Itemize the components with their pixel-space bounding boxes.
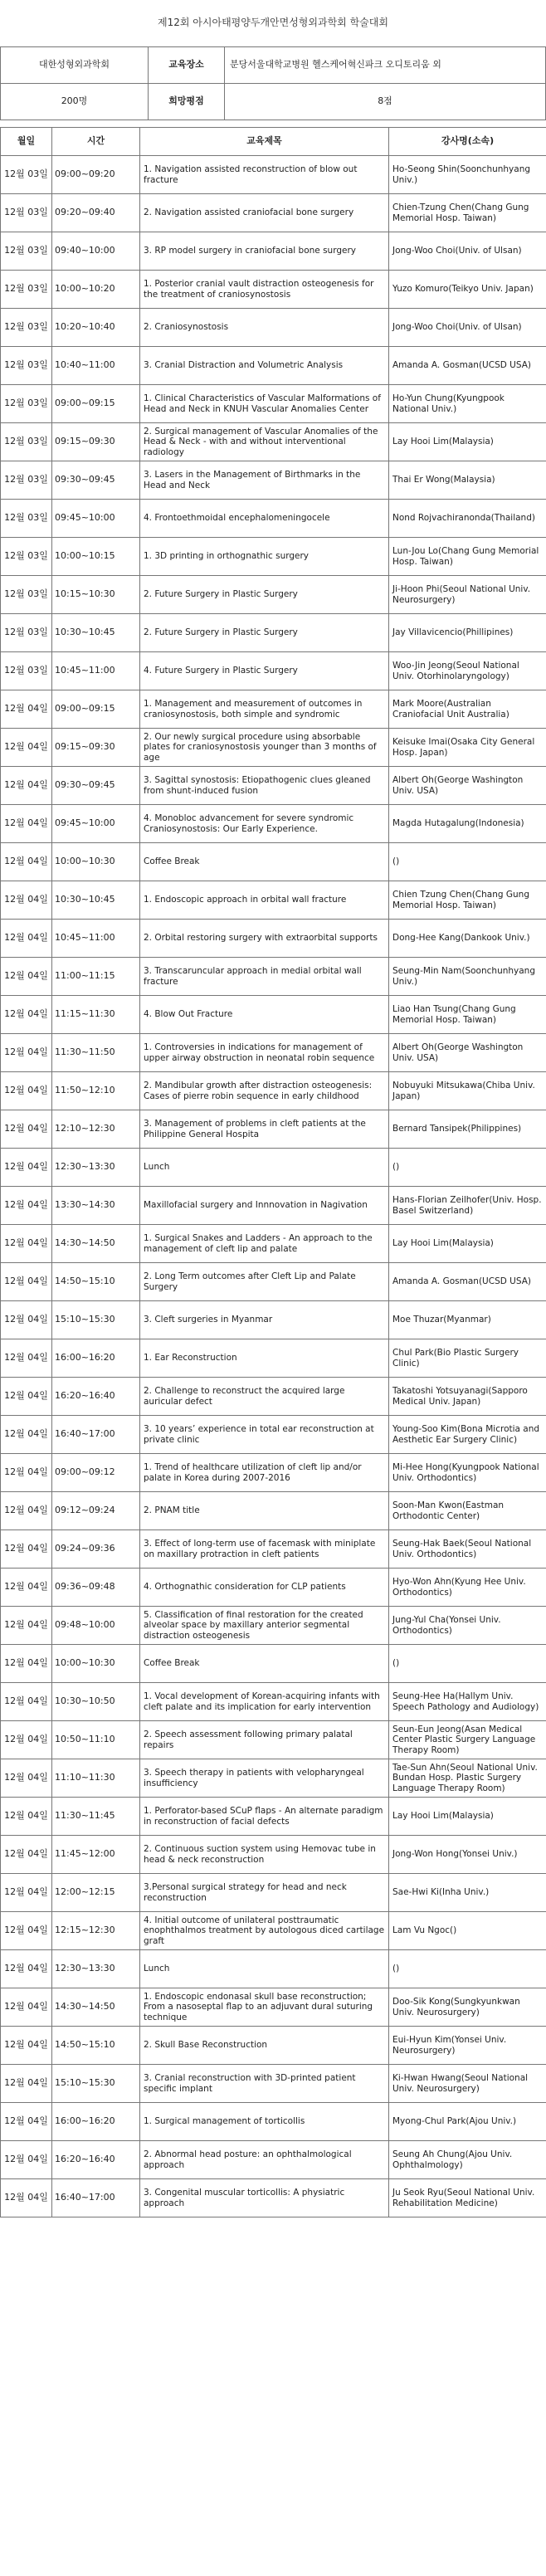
session-speaker: Nobuyuki Mitsukawa(Chiba Univ. Japan) [389,1072,546,1110]
session-speaker: Ju Seok Ryu(Seoul National Univ. Rehabilitation Medicine) [389,2179,546,2217]
session-speaker: () [389,1149,546,1187]
session-date: 12월 04일 [1,2065,52,2103]
session-date: 12월 04일 [1,1530,52,1569]
session-speaker: Lay Hooi Lim(Malaysia) [389,423,546,461]
session-topic: 1. Surgical management of torticollis [140,2103,389,2141]
session-time: 16:40~17:00 [52,1416,140,1454]
venue-label: 교육장소 [149,47,225,84]
table-row [1,843,546,881]
table-row [1,1759,546,1798]
session-time: 10:20~10:40 [52,309,140,347]
table-row [1,1492,546,1530]
session-speaker: Magda Hutagalung(Indonesia) [389,805,546,843]
session-date: 12월 04일 [1,1836,52,1874]
session-speaker: Jong-Woo Choi(Univ. of Ulsan) [389,232,546,271]
session-speaker: Jung-Yul Cha(Yonsei Univ. Orthodontics) [389,1607,546,1645]
session-time: 13:30~14:30 [52,1187,140,1225]
table-row [1,1110,546,1149]
table-row [1,1836,546,1874]
table-row [1,194,546,232]
session-time: 10:00~10:20 [52,271,140,309]
table-row [1,2141,546,2179]
session-time: 09:00~09:15 [52,385,140,423]
session-speaker: Jong-Woo Choi(Univ. of Ulsan) [389,309,546,347]
session-topic: 1. Vocal development of Korean-acquiring infants with cleft palate and its implication for early intervention [140,1683,389,1721]
session-topic: 2. Mandibular growth after distraction osteogenesis: Cases of pierre robin sequence in early childhood [140,1072,389,1110]
session-topic: 2. Long Term outcomes after Cleft Lip and Palate Surgery [140,1263,389,1301]
session-date: 12월 04일 [1,805,52,843]
session-time: 10:30~10:45 [52,614,140,652]
session-time: 14:50~15:10 [52,1263,140,1301]
session-date: 12월 03일 [1,461,52,500]
session-topic: 4. Initial outcome of unilateral posttraumatic enophthalmos treatment by autologous diced cartilage graft [140,1912,389,1950]
session-date: 12월 04일 [1,1187,52,1225]
session-date: 12월 03일 [1,500,52,538]
session-speaker: Liao Han Tsung(Chang Gung Memorial Hosp. Taiwan) [389,996,546,1034]
session-time: 11:50~12:10 [52,1072,140,1110]
session-speaker: Ho-Yun Chung(Kyungpook National Univ.) [389,385,546,423]
session-speaker: Mark Moore(Australian Craniofacial Unit Australia) [389,690,546,729]
session-date: 12월 04일 [1,1569,52,1607]
session-speaker: Jong-Won Hong(Yonsei Univ.) [389,1836,546,1874]
session-topic: 2. Navigation assisted craniofacial bone surgery [140,194,389,232]
session-topic: 3. Speech therapy in patients with velopharyngeal insufficiency [140,1759,389,1798]
session-time: 12:30~13:30 [52,1950,140,1988]
session-speaker: Lam Vu Ngoc() [389,1912,546,1950]
session-time: 16:20~16:40 [52,2141,140,2179]
session-speaker: Keisuke Imai(Osaka City General Hosp. Japan) [389,729,546,767]
session-topic: 2. Our newly surgical procedure using absorbable plates for craniosynostosis younger than 3 months of age [140,729,389,767]
session-time: 12:30~13:30 [52,1149,140,1187]
session-date: 12월 04일 [1,1874,52,1912]
table-row [1,1912,546,1950]
session-speaker: Moe Thuzar(Myanmar) [389,1301,546,1339]
session-speaker: Ki-Hwan Hwang(Seoul National Univ. Neurosurgery) [389,2065,546,2103]
table-row [1,996,546,1034]
credit-label: 희망평점 [149,84,225,120]
session-date: 12월 04일 [1,690,52,729]
session-speaker: Amanda A. Gosman(UCSD USA) [389,347,546,385]
header-topic: 교육제목 [140,128,389,156]
venue-value: 분당서울대학교병원 헬스케어혁신파크 오디토리움 외 [225,47,546,84]
session-speaker: Bernard Tansipek(Philippines) [389,1110,546,1149]
session-topic: 1. Perforator-based SCuP flaps - An alternate paradigm in reconstruction of facial defects [140,1798,389,1836]
table-row [1,1950,546,1988]
session-topic: 4. Frontoethmoidal encephalomeningocele [140,500,389,538]
session-speaker: Seung Ah Chung(Ajou Univ. Ophthalmology) [389,2141,546,2179]
table-row [1,1569,546,1607]
session-time: 09:12~09:24 [52,1492,140,1530]
session-time: 15:10~15:30 [52,2065,140,2103]
table-row [1,1721,546,1759]
session-date: 12월 03일 [1,271,52,309]
table-row [1,729,546,767]
session-speaker: Hyo-Won Ahn(Kyung Hee Univ. Orthodontics) [389,1569,546,1607]
table-row [1,652,546,690]
table-row [1,309,546,347]
schedule-header-row [1,128,546,156]
session-topic: 2. Continuous suction system using Hemovac tube in head & neck reconstruction [140,1836,389,1874]
session-time: 09:30~09:45 [52,767,140,805]
session-speaker: Mi-Hee Hong(Kyungpook National Univ. Orthodontics) [389,1454,546,1492]
session-topic: 3.Personal surgical strategy for head and neck reconstruction [140,1874,389,1912]
table-row [1,1149,546,1187]
session-topic: 1. Posterior cranial vault distraction osteogenesis for the treatment of craniosynostosis [140,271,389,309]
session-speaker: Lun-Jou Lo(Chang Gung Memorial Hosp. Taiwan) [389,538,546,576]
session-topic: 4. Blow Out Fracture [140,996,389,1034]
session-date: 12월 04일 [1,1072,52,1110]
session-date: 12월 04일 [1,1759,52,1798]
session-topic: Coffee Break [140,843,389,881]
session-time: 16:20~16:40 [52,1378,140,1416]
session-topic: 3. Transcaruncular approach in medial orbital wall fracture [140,958,389,996]
session-time: 12:15~12:30 [52,1912,140,1950]
session-date: 12월 03일 [1,309,52,347]
session-date: 12월 04일 [1,958,52,996]
table-row [1,1645,546,1683]
session-time: 10:00~10:30 [52,1645,140,1683]
table-row [1,576,546,614]
session-date: 12월 04일 [1,1416,52,1454]
session-topic: Lunch [140,1149,389,1187]
session-date: 12월 04일 [1,1149,52,1187]
session-topic: 3. RP model surgery in craniofacial bone surgery [140,232,389,271]
session-time: 11:45~12:00 [52,1836,140,1874]
session-topic: 4. Monobloc advancement for severe syndromic Craniosynostosis: Our Early Experience. [140,805,389,843]
session-topic: 3. Cranial reconstruction with 3D-printed patient specific implant [140,2065,389,2103]
session-time: 09:15~09:30 [52,423,140,461]
session-topic: 2. Abnormal head posture: an ophthalmological approach [140,2141,389,2179]
page-title: 제12회 아시아태평양두개안면성형외과학회 학술대회 [158,17,388,29]
table-row [1,958,546,996]
session-speaker: Yuzo Komuro(Teikyo Univ. Japan) [389,271,546,309]
session-speaker: Dong-Hee Kang(Dankook Univ.) [389,920,546,958]
session-time: 10:30~10:50 [52,1683,140,1721]
session-time: 10:40~11:00 [52,347,140,385]
session-speaker: Chien Tzung Chen(Chang Gung Memorial Hosp. Taiwan) [389,881,546,920]
session-time: 10:15~10:30 [52,576,140,614]
session-date: 12월 04일 [1,2027,52,2065]
session-topic: 1. Endoscopic endonasal skull base reconstruction; From a nasoseptal flap to an adjuvant dural suturing technique [140,1988,389,2027]
session-time: 09:45~10:00 [52,805,140,843]
session-topic: 3. Effect of long-term use of facemask with miniplate on maxillary protraction in cleft patients [140,1530,389,1569]
header-speaker: 강사명(소속) [389,128,546,156]
session-time: 15:10~15:30 [52,1301,140,1339]
table-row [1,1454,546,1492]
table-row [1,1339,546,1378]
session-time: 14:30~14:50 [52,1225,140,1263]
session-topic: 2. Future Surgery in Plastic Surgery [140,576,389,614]
session-topic: 4. Future Surgery in Plastic Surgery [140,652,389,690]
session-topic: 2. Orbital restoring surgery with extraorbital supports [140,920,389,958]
session-speaker: () [389,1950,546,1988]
session-speaker: Ji-Hoon Phi(Seoul National Univ. Neurosurgery) [389,576,546,614]
table-row [1,156,546,194]
session-speaker: Soon-Man Kwon(Eastman Orthodontic Center) [389,1492,546,1530]
session-speaker: Seung-Hee Ha(Hallym Univ. Speech Pathology and Audiology) [389,1683,546,1721]
session-time: 14:30~14:50 [52,1988,140,2027]
session-topic: 2. Surgical management of Vascular Anomalies of the Head & Neck - with and without interventional radiology [140,423,389,461]
session-topic: 1. Trend of healthcare utilization of cleft lip and/or palate in Korea during 2007-2016 [140,1454,389,1492]
session-speaker: Seung-Min Nam(Soonchunhyang Univ.) [389,958,546,996]
session-time: 10:30~10:45 [52,881,140,920]
session-topic: 2. Craniosynostosis [140,309,389,347]
session-date: 12월 03일 [1,538,52,576]
table-row [1,1072,546,1110]
organization-name: 대한성형외과학회 [1,47,149,84]
table-row [1,1301,546,1339]
session-time: 10:00~10:15 [52,538,140,576]
session-topic: Maxillofacial surgery and Innnovation in Nagivation [140,1187,389,1225]
session-topic: 2. Skull Base Reconstruction [140,2027,389,2065]
session-topic: 1. Ear Reconstruction [140,1339,389,1378]
session-date: 12월 04일 [1,1607,52,1645]
session-time: 09:00~09:20 [52,156,140,194]
session-time: 10:50~11:10 [52,1721,140,1759]
table-row [1,1263,546,1301]
session-topic: 3. Cranial Distraction and Volumetric Analysis [140,347,389,385]
session-speaker: Seung-Hak Baek(Seoul National Univ. Orthodontics) [389,1530,546,1569]
table-row [1,920,546,958]
session-speaker: Lay Hooi Lim(Malaysia) [389,1225,546,1263]
session-date: 12월 04일 [1,881,52,920]
session-date: 12월 04일 [1,1110,52,1149]
session-topic: 3. Sagittal synostosis: Etiopathogenic clues gleaned from shunt-induced fusion [140,767,389,805]
table-row [1,1378,546,1416]
session-date: 12월 04일 [1,920,52,958]
session-date: 12월 04일 [1,767,52,805]
table-row [1,881,546,920]
session-speaker: () [389,1645,546,1683]
session-speaker: Seun-Eun Jeong(Asan Medical Center Plastic Surgery Language Therapy Room) [389,1721,546,1759]
session-date: 12월 04일 [1,1225,52,1263]
table-row [1,1798,546,1836]
session-speaker: Albert Oh(George Washington Univ. USA) [389,1034,546,1072]
session-speaker: Jay Villavicencio(Phillipines) [389,614,546,652]
session-date: 12월 04일 [1,1301,52,1339]
table-row [1,690,546,729]
table-row [1,1607,546,1645]
table-row [1,1416,546,1454]
table-row [1,767,546,805]
session-time: 16:00~16:20 [52,1339,140,1378]
table-row [1,500,546,538]
session-speaker: Nond Rojvachiranonda(Thailand) [389,500,546,538]
session-speaker: Myong-Chul Park(Ajou Univ.) [389,2103,546,2141]
table-row [1,2103,546,2141]
session-date: 12월 03일 [1,652,52,690]
session-speaker: Eui-Hyun Kim(Yonsei Univ. Neurosurgery) [389,2027,546,2065]
session-topic: 1. Controversies in indications for management of upper airway obstruction in neonatal robin sequence [140,1034,389,1072]
session-date: 12월 04일 [1,996,52,1034]
session-time: 11:15~11:30 [52,996,140,1034]
session-topic: 2. PNAM title [140,1492,389,1530]
session-topic: 3. Cleft surgeries in Myanmar [140,1301,389,1339]
session-time: 11:00~11:15 [52,958,140,996]
table-row [1,614,546,652]
session-speaker: () [389,843,546,881]
spacer [0,120,546,127]
session-topic: 2. Future Surgery in Plastic Surgery [140,614,389,652]
session-topic: 2. Challenge to reconstruct the acquired large auricular defect [140,1378,389,1416]
table-row [1,1988,546,2027]
session-speaker: Thai Er Wong(Malaysia) [389,461,546,500]
session-date: 12월 04일 [1,1645,52,1683]
session-date: 12월 04일 [1,1492,52,1530]
session-topic: 1. Surgical Snakes and Ladders - An approach to the management of cleft lip and palate [140,1225,389,1263]
session-topic: Coffee Break [140,1645,389,1683]
table-row [1,385,546,423]
session-time: 11:10~11:30 [52,1759,140,1798]
session-date: 12월 03일 [1,423,52,461]
table-row [1,2027,546,2065]
table-row [1,461,546,500]
session-topic: 1. Endoscopic approach in orbital wall fracture [140,881,389,920]
session-time: 12:00~12:15 [52,1874,140,1912]
session-date: 12월 04일 [1,1988,52,2027]
session-date: 12월 03일 [1,614,52,652]
session-time: 09:48~10:00 [52,1607,140,1645]
session-time: 09:00~09:12 [52,1454,140,1492]
schedule-table [0,127,546,2217]
session-topic: 1. 3D printing in orthognathic surgery [140,538,389,576]
session-date: 12월 03일 [1,194,52,232]
table-row [1,1187,546,1225]
session-topic: 1. Management and measurement of outcomes in craniosynostosis, both simple and syndromic [140,690,389,729]
session-topic: 3. 10 years’ experience in total ear reconstruction at private clinic [140,1416,389,1454]
table-row [1,271,546,309]
session-speaker: Chul Park(Bio Plastic Surgery Clinic) [389,1339,546,1378]
session-time: 12:10~12:30 [52,1110,140,1149]
session-date: 12월 04일 [1,1950,52,1988]
session-date: 12월 04일 [1,1683,52,1721]
table-row [1,1034,546,1072]
session-speaker: Woo-Jin Jeong(Seoul National Univ. Otorhinolaryngology) [389,652,546,690]
session-speaker: Lay Hooi Lim(Malaysia) [389,1798,546,1836]
session-date: 12월 04일 [1,1034,52,1072]
session-speaker: Amanda A. Gosman(UCSD USA) [389,1263,546,1301]
session-speaker: Albert Oh(George Washington Univ. USA) [389,767,546,805]
session-time: 09:15~09:30 [52,729,140,767]
session-topic: 1. Navigation assisted reconstruction of blow out fracture [140,156,389,194]
session-time: 10:00~10:30 [52,843,140,881]
table-row [1,347,546,385]
session-topic: 3. Lasers in the Management of Birthmarks in the Head and Neck [140,461,389,500]
session-date: 12월 04일 [1,1912,52,1950]
table-row [1,1530,546,1569]
session-speaker: Young-Soo Kim(Bona Microtia and Aesthetic Ear Surgery Clinic) [389,1416,546,1454]
session-date: 12월 04일 [1,2141,52,2179]
session-time: 09:40~10:00 [52,232,140,271]
table-row [1,538,546,576]
session-date: 12월 04일 [1,1454,52,1492]
session-topic: 3. Management of problems in cleft patients at the Philippine General Hospita [140,1110,389,1149]
session-speaker: Sae-Hwi Ki(Inha Univ.) [389,1874,546,1912]
header-date: 월일 [1,128,52,156]
session-date: 12월 03일 [1,385,52,423]
session-date: 12월 04일 [1,2179,52,2217]
session-speaker: Hans-Florian Zeilhofer(Univ. Hosp. Basel Switzerland) [389,1187,546,1225]
session-date: 12월 04일 [1,1721,52,1759]
session-speaker: Ho-Seong Shin(Soonchunhyang Univ.) [389,156,546,194]
session-time: 11:30~11:50 [52,1034,140,1072]
session-date: 12월 03일 [1,576,52,614]
course-info-table [0,46,546,120]
table-row [1,232,546,271]
header-time: 시간 [52,128,140,156]
session-time: 16:00~16:20 [52,2103,140,2141]
table-row [1,1225,546,1263]
session-time: 10:45~11:00 [52,652,140,690]
session-time: 14:50~15:10 [52,2027,140,2065]
session-time: 16:40~17:00 [52,2179,140,2217]
session-speaker: Tae-Sun Ahn(Seoul National Univ. Bundan Hosp. Plastic Surgery Language Therapy Room) [389,1759,546,1798]
session-date: 12월 03일 [1,232,52,271]
table-row [1,805,546,843]
session-speaker: Takatoshi Yotsuyanagi(Sapporo Medical Univ. Japan) [389,1378,546,1416]
table-row [1,2065,546,2103]
session-time: 09:24~09:36 [52,1530,140,1569]
table-row [1,423,546,461]
session-topic: 1. Clinical Characteristics of Vascular Malformations of Head and Neck in KNUH Vascular Anomalies Center [140,385,389,423]
session-topic: 3. Congenital muscular torticollis: A physiatric approach [140,2179,389,2217]
session-time: 09:30~09:45 [52,461,140,500]
session-topic: 2. Speech assessment following primary palatal repairs [140,1721,389,1759]
table-row [1,1874,546,1912]
session-time: 11:30~11:45 [52,1798,140,1836]
session-topic: 5. Classification of final restoration for the created alveolar space by maxillary anterior segmental distraction osteogenesis [140,1607,389,1645]
session-date: 12월 04일 [1,843,52,881]
session-speaker: Chien-Tzung Chen(Chang Gung Memorial Hosp. Taiwan) [389,194,546,232]
session-time: 09:20~09:40 [52,194,140,232]
session-topic: 4. Orthognathic consideration for CLP patients [140,1569,389,1607]
session-date: 12월 03일 [1,347,52,385]
session-date: 12월 03일 [1,156,52,194]
session-date: 12월 04일 [1,1263,52,1301]
session-time: 10:45~11:00 [52,920,140,958]
session-date: 12월 04일 [1,1798,52,1836]
session-date: 12월 04일 [1,1339,52,1378]
table-row [1,1683,546,1721]
session-date: 12월 04일 [1,1378,52,1416]
session-date: 12월 04일 [1,2103,52,2141]
session-time: 09:45~10:00 [52,500,140,538]
session-date: 12월 04일 [1,729,52,767]
credit-value: 8점 [225,84,546,120]
session-time: 09:36~09:48 [52,1569,140,1607]
session-speaker: Doo-Sik Kong(Sungkyunkwan Univ. Neurosurgery) [389,1988,546,2027]
session-topic: Lunch [140,1950,389,1988]
session-time: 09:00~09:15 [52,690,140,729]
attendee-count: 200명 [1,84,149,120]
table-row [1,2179,546,2217]
